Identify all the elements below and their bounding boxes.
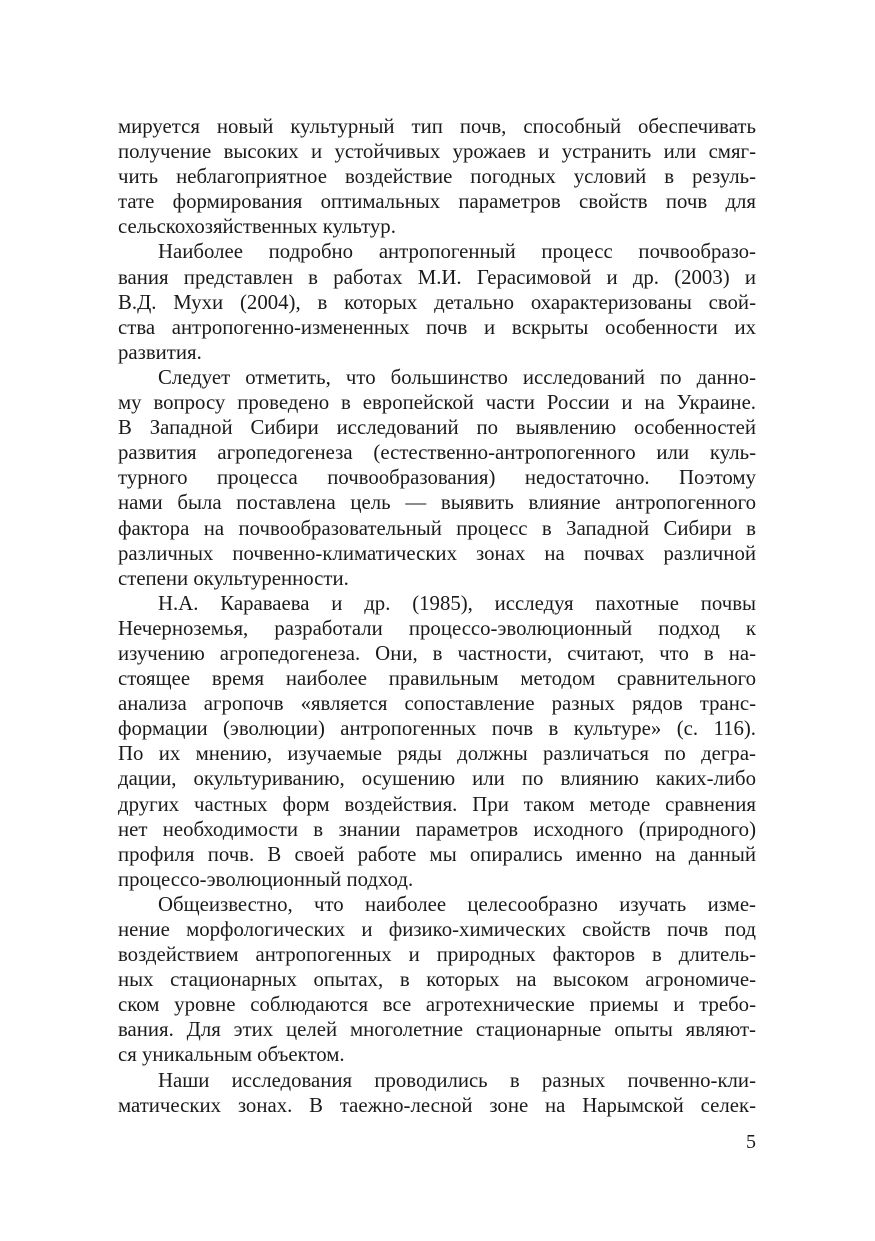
text-line: профиля почв. В своей работе мы опирались именно на данный <box>118 842 756 866</box>
text-line: стоящее время наиболее правильным методом сравнительного <box>118 667 756 691</box>
text-line: Нечерноземья, разработали процессо-эволюционный подход к <box>118 616 756 640</box>
text-line: Общеизвестно, что наиболее целесообразно изучать изме- <box>158 892 756 916</box>
text-line: получение высоких и устойчивых урожаев и устранить или смяг- <box>118 140 756 164</box>
text-line: ся уникальным объектом. <box>118 1043 345 1067</box>
text-line: тате формирования оптимальных параметров свойств почв для <box>118 190 756 214</box>
text-line: сельскохозяйственных культур. <box>118 215 396 239</box>
text-line: Н.А. Караваева и др. (1985), исследуя пахотные почвы <box>158 591 756 615</box>
paragraph <box>118 892 756 1068</box>
paragraph <box>118 365 756 591</box>
page-number: 5 <box>746 1131 756 1153</box>
text-line: воздействием антропогенных и природных факторов в длитель- <box>118 943 756 967</box>
text-line: турного процесса почвообразования) недостаточно. Поэтому <box>118 466 756 490</box>
text-line: нет необходимости в знании параметров исходного (природного) <box>118 817 756 841</box>
text-line: нами была поставлена цель — выявить влияние антропогенного <box>118 491 756 515</box>
paragraph <box>118 1068 756 1118</box>
paragraph <box>118 239 756 364</box>
text-line: Наши исследования проводились в разных почвенно-кли- <box>158 1068 756 1092</box>
text-line: изучению агропедогенеза. Они, в частности, считают, что в на- <box>118 641 756 665</box>
text-line: формации (эволюции) антропогенных почв в культуре» (с. 116). <box>118 717 756 741</box>
text-line: му вопросу проведено в европейской части России и на Украине. <box>118 391 756 415</box>
text-line: По их мнению, изучаемые ряды должны различаться по дегра- <box>118 742 756 766</box>
text-line: различных почвенно-климатических зонах на почвах различной <box>118 541 756 565</box>
text-line: мируется новый культурный тип почв, способный обеспечивать <box>118 115 756 138</box>
text-line: В.Д. Мухи (2004), в которых детально охарактеризованы свой- <box>118 290 756 314</box>
text-line: степени окультуренности. <box>118 566 349 590</box>
paragraph <box>118 114 756 239</box>
text-line: Следует отметить, что большинство исследований по данно- <box>158 365 756 389</box>
text-line: ства антропогенно-измененных почв и вскрыты особенности их <box>118 315 756 339</box>
text-line: нение морфологических и физико-химических свойств почв под <box>118 918 756 941</box>
text-line: процессо-эволюционный подход. <box>118 867 414 891</box>
text-line: других частных форм воздействия. При таком методе сравнения <box>118 792 756 816</box>
text-line: фактора на почвообразовательный процесс в Западной Сибири в <box>118 516 756 540</box>
text-line: развития агропедогенеза (естественно-антропогенного или куль- <box>118 441 756 465</box>
text-line: вания. Для этих целей многолетние стационарные опыты являют- <box>118 1018 756 1042</box>
text-line: анализа агропочв «является сопоставление разных рядов транс- <box>118 692 756 716</box>
text-line: дации, окультуриванию, осушению или по влиянию каких-либо <box>118 767 756 791</box>
paragraph <box>118 591 756 892</box>
text-line: чить неблагоприятное воздействие погодных условий в резуль- <box>118 165 756 189</box>
text-line: В Западной Сибири исследований по выявлению особенностей <box>118 416 756 440</box>
text-line: развития. <box>118 340 202 364</box>
text-line: матических зонах. В таежно-лесной зоне на Нарымской селек- <box>118 1093 756 1117</box>
text-line: ных стационарных опытах, в которых на высоком агрономиче- <box>118 968 756 992</box>
text-line: вания представлен в работах М.И. Герасимовой и др. (2003) и <box>118 265 756 289</box>
page-body <box>118 114 756 1118</box>
text-line: ском уровне соблюдаются все агротехнические приемы и требо- <box>118 993 756 1017</box>
text-line: Наиболее подробно антропогенный процесс почвообразо- <box>158 240 756 264</box>
